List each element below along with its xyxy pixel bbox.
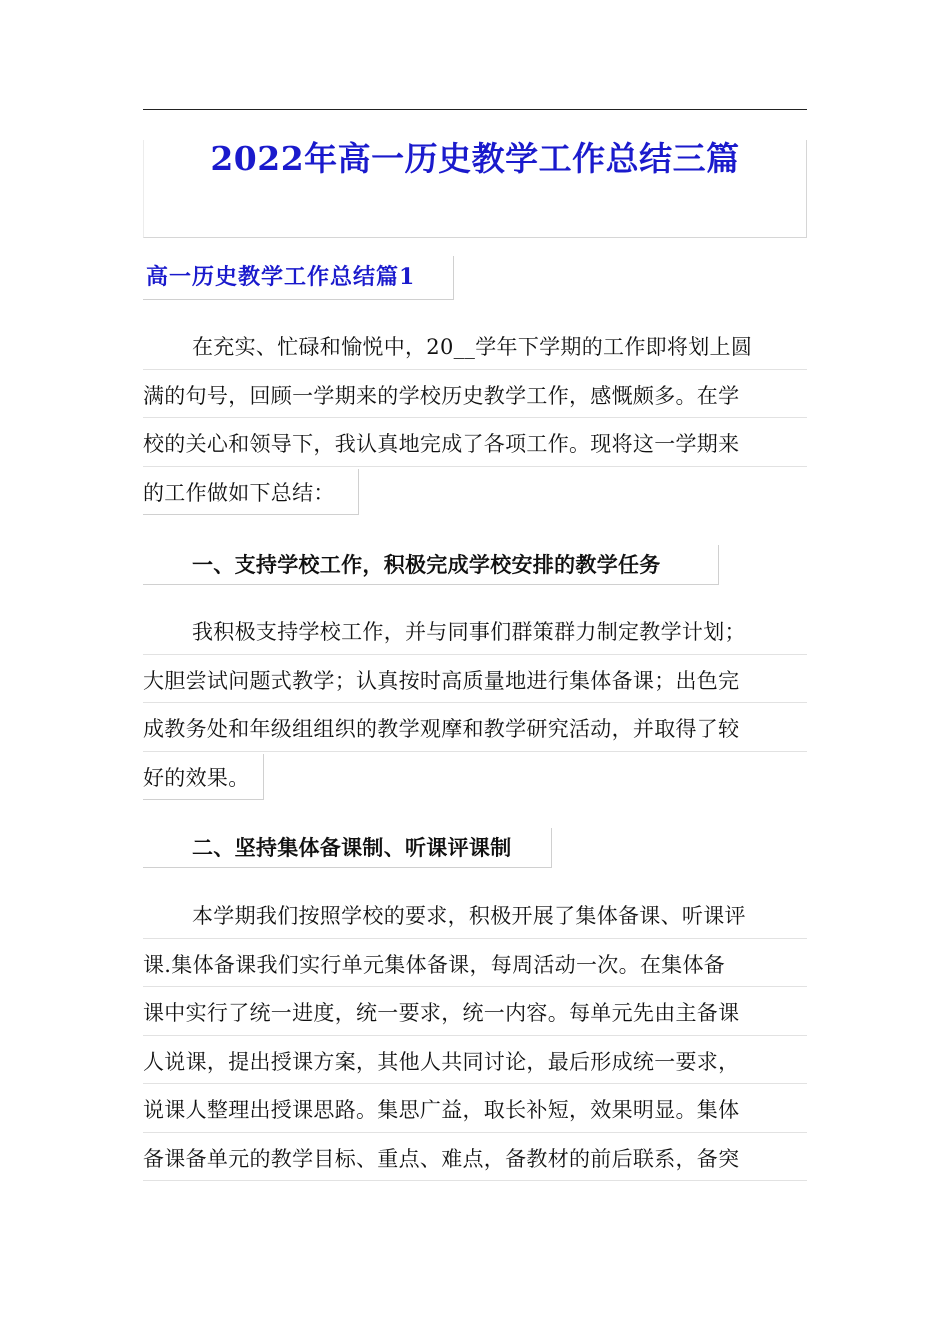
paragraph-line: 备课备单元的教学目标、重点、难点，备教材的前后联系，备突 <box>143 1135 807 1184</box>
paragraph-line: 成教务处和年级组组织的教学观摩和教学研究活动，并取得了较 <box>143 705 807 754</box>
paragraph-end-frame <box>143 469 359 515</box>
paragraph-line: 的工作做如下总结： <box>143 480 335 505</box>
paragraph-line: 好的效果。 <box>143 765 250 790</box>
section-title: 高一历史教学工作总结篇1 <box>146 264 416 290</box>
paragraph-line: 校的关心和领导下，我认真地完成了各项工作。现将这一学期来 <box>143 420 807 469</box>
document-title: 2022年高一历史教学工作总结三篇 <box>210 139 740 178</box>
paragraph-line: 本学期我们按照学校的要求，积极开展了集体备课、听课评 <box>143 892 807 941</box>
heading-support-school-work: 一、支持学校工作，积极完成学校安排的教学任务 <box>143 545 719 585</box>
paragraph-line: 满的句号，回顾一学期来的学校历史教学工作，感慨颇多。在学 <box>143 372 807 421</box>
header-rule <box>143 109 807 110</box>
paragraph-line: 我积极支持学校工作，并与同事们群策群力制定教学计划； <box>143 608 807 657</box>
paragraph-collective-lesson-prep <box>143 892 807 1183</box>
heading-collective-lesson-prep: 二、坚持集体备课制、听课评课制 <box>143 828 552 868</box>
paragraph-line: 在充实、忙碌和愉悦中，20__学年下学期的工作即将划上圆 <box>143 323 807 372</box>
paragraph-line: 人说课，提出授课方案，其他人共同讨论，最后形成统一要求， <box>143 1038 807 1087</box>
paragraph-line: 课.集体备课我们实行单元集体备课，每周活动一次。在集体备 <box>143 941 807 990</box>
paragraph-line: 课中实行了统一进度，统一要求，统一内容。每单元先由主备课 <box>143 989 807 1038</box>
paragraph-line: 大胆尝试问题式教学；认真按时高质量地进行集体备课；出色完 <box>143 657 807 706</box>
paragraph-line: 说课人整理出授课思路。集思广益，取长补短，效果明显。集体 <box>143 1086 807 1135</box>
paragraph-end-frame <box>143 754 264 800</box>
